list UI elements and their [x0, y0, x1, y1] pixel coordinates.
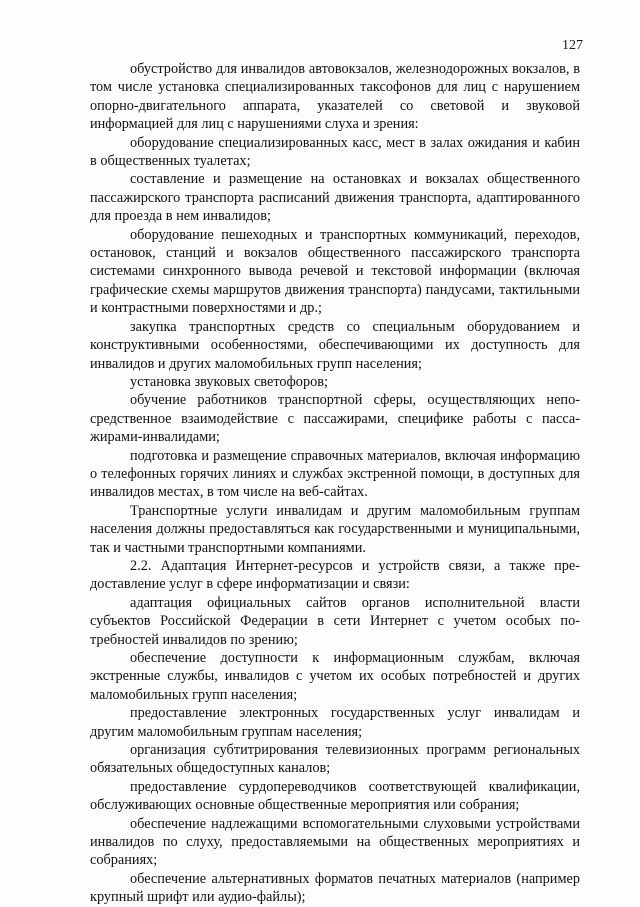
paragraph-9: Транспортные услуги инвалидам и другим маломобильным группам населения должны предоставляться как государственными и муниципальными, так и частными транспортными компаниями. [90, 502, 580, 556]
paragraph-12: обеспечение доступности к информационным службам, включая экстренные службы, инвалидов с учетом их особых потребностей и других маломобильных групп населения; [90, 650, 580, 703]
paragraph-13: предоставление электронных государственных услуг инвалидам и другим маломобильным группам населения; [90, 705, 580, 740]
paragraph-14: организация субтитрирования телевизионных программ региональных обязательных общедоступных каналов; [90, 742, 580, 777]
paragraph-16: обеспечение надлежащими вспомогательными слуховыми устройствами инвалидов по слуху, предоставляемыми на общественных мероприятиях и собраниях; [90, 815, 580, 869]
page-number: 127 [562, 38, 583, 53]
paragraph-10: 2.2. Адаптация Интернет-ресурсов и устройств связи, а также предоставление услуг в сфере информатизации и связи: [90, 557, 580, 593]
paragraph-4: оборудование пешеходных и транспортных коммуникаций, переходов, остановок, станций и вокзалов общественного пассажирского транспорта системами синхронного вывода речевой и текстовой информации (включая графические схемы маршрутов движения транспорта) пандусами, тактильными и контрастными поверхностями и др.; [90, 226, 580, 317]
paragraph-8: подготовка и размещение справочных материалов, включая информацию о телефонных горячих линиях и службах экстренной помощи, в доступных для инвалидов местах, в том числе на веб-сайтах. [90, 447, 580, 501]
paragraph-2: оборудование специализированных касс, мест в залах ожидания и кабин в общественных туалетах; [90, 134, 580, 170]
paragraph-3: составление и размещение на остановках и вокзалах общественного пассажирского транспорта расписаний движения транспорта, адаптированного для проезда в нем инвалидов; [90, 171, 580, 225]
paragraph-15: предоставление сурдопереводчиков соответствующей квалификации, обслуживающих основные общественные мероприятия или собрания; [90, 778, 580, 814]
paragraph-1: обустройство для инвалидов автовокзалов, железнодорожных вокзалов, в том числе установка специализированных таксофонов для лиц с нарушением опорно-двигательного аппарата, указателей со световой и звуковой информацией для лиц с нарушениями слуха и зрения: [90, 61, 580, 133]
paragraph-6: установка звуковых светофоров; [130, 373, 328, 390]
paragraph-17: обеспечение альтернативных форматов печатных материалов (например крупный шрифт или аудио-файлы); [90, 870, 580, 906]
paragraph-11: адаптация официальных сайтов органов исполнительной власти субъектов Российской Федерации в сети Интернет с учетом особых потребностей инвалидов по зрению; [90, 594, 580, 648]
paragraph-7: обучение работников транспортной сферы, осуществляющих непосредственное взаимодействие с пассажирами, специфике работы с пассажирами-инвалидами; [90, 392, 580, 446]
paragraph-5: закупка транспортных средств со специальным оборудованием и конструктивными особенностями, обеспечивающими их доступность для инвалидов и других маломобильных групп населения; [90, 318, 580, 372]
body-text [90, 60, 580, 907]
